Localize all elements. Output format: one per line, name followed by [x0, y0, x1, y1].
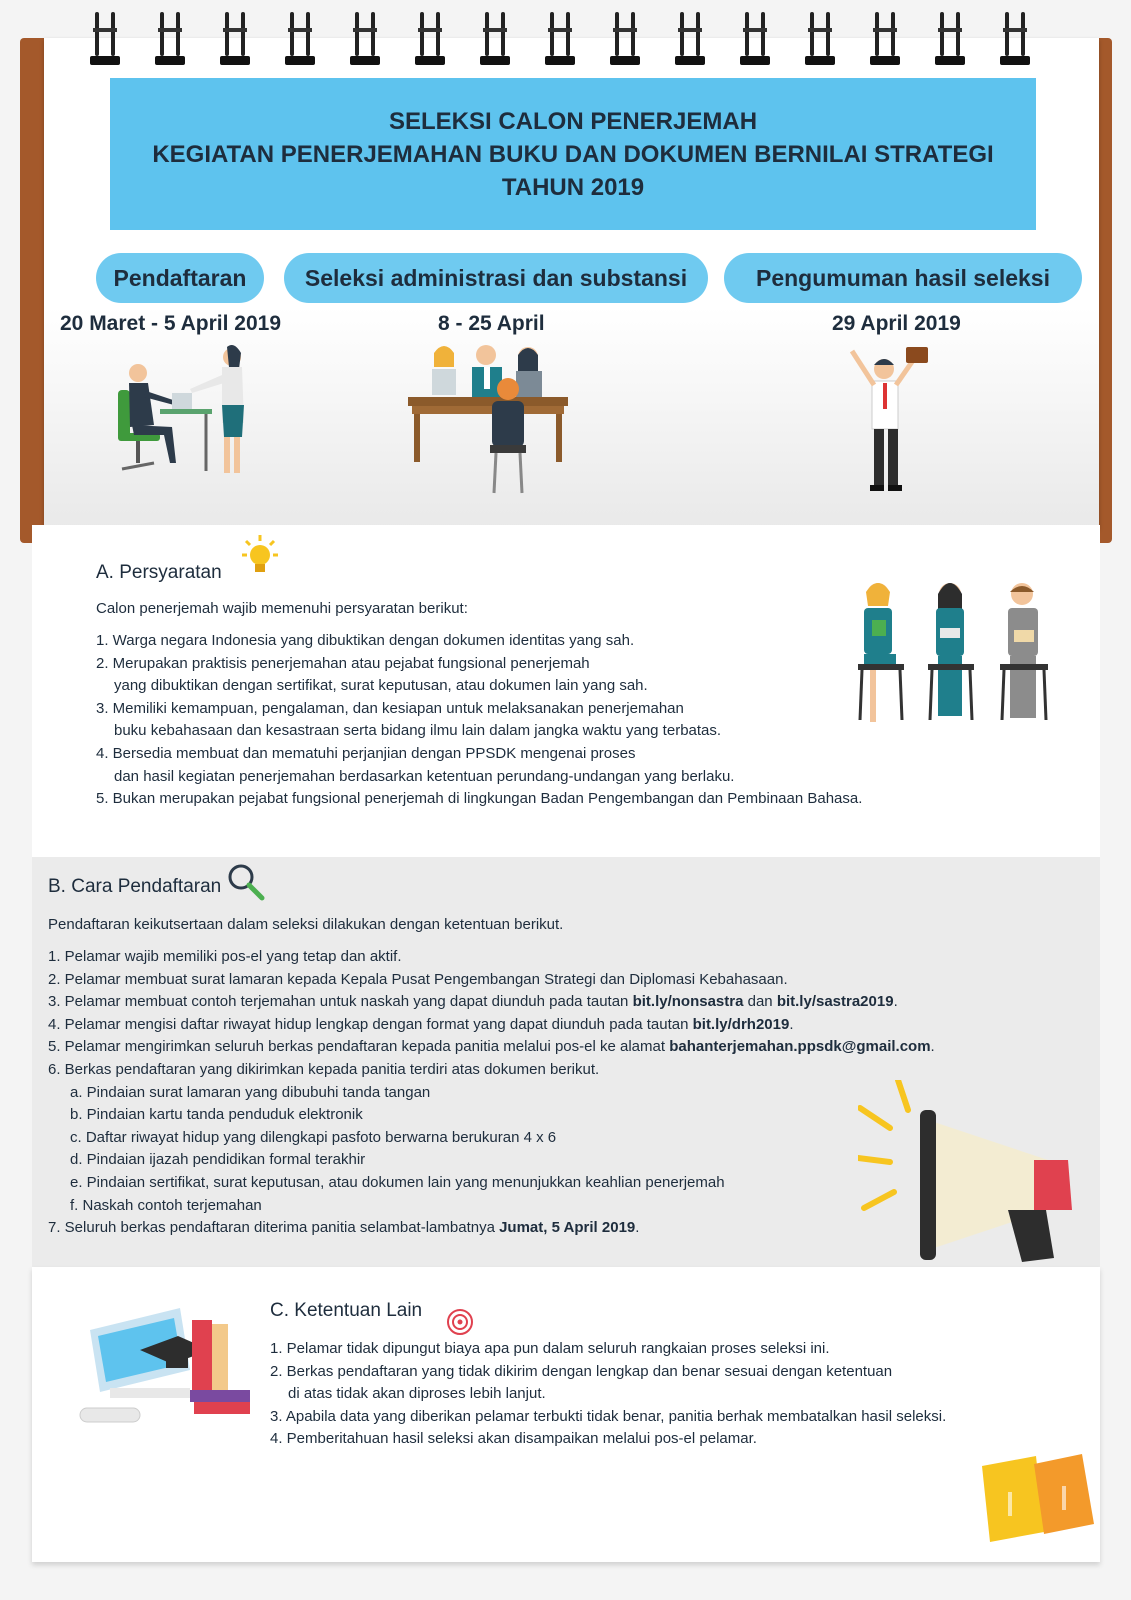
nonsastra-link: bit.ly/nonsastra: [632, 993, 744, 1011]
ring-icon: [740, 12, 770, 66]
section-a-title: A. Persyaratan: [96, 562, 222, 583]
list-item-text: .: [930, 1038, 935, 1056]
ring-icon: [415, 12, 445, 66]
ring-icon: [220, 12, 250, 66]
list-item: buku kebahasaan dan kesastraan serta bidang ilmu lain dalam jangka waktu yang terbatas.: [114, 722, 722, 740]
target-icon: [446, 1308, 474, 1336]
ring-icon: [805, 12, 835, 66]
sub-list-item: a. Pindaian surat lamaran yang dibubuhi tanda tangan: [70, 1083, 431, 1101]
ring-icon: [285, 12, 315, 66]
list-item-text: dan: [743, 993, 777, 1011]
title-line-3: TAHUN 2019: [501, 173, 645, 201]
sastra-link: bit.ly/sastra2019: [776, 993, 894, 1011]
announcement-illustration: [848, 345, 938, 500]
timeline-date-pendaftaran: 20 Maret - 5 April 2019: [60, 312, 281, 335]
list-item: 1. Pelamar wajib memiliki pos-el yang tetap dan aktif.: [48, 948, 402, 965]
list-item: 2. Pelamar membuat surat lamaran kepada Kepala Pusat Pengembangan Strategi dan Diplomasi Kebahasaan.: [48, 970, 788, 988]
list-item: 3. Memiliki kemampuan, pengalaman, dan kesiapan untuk melaksanakan penerjemahan: [96, 699, 684, 717]
list-item: yang dibuktikan dengan sertifikat, surat keputusan, atau dokumen lain yang sah.: [114, 677, 648, 695]
candidates-illustration: [842, 580, 1062, 740]
list-item: [48, 1036, 935, 1059]
folders-icon: [978, 1452, 1098, 1548]
timeline-date-seleksi: 8 - 25 April: [438, 312, 545, 335]
section-b-title: B. Cara Pendaftaran: [48, 876, 222, 897]
list-item-text: .: [789, 1015, 794, 1033]
registration-illustration: [110, 345, 260, 485]
lightbulb-icon: [238, 535, 282, 581]
megaphone-icon: [858, 1080, 1098, 1280]
ring-icon: [350, 12, 380, 66]
section-a-list: [96, 630, 862, 811]
deadline-date: Jumat, 5 April 2019: [499, 1219, 636, 1237]
list-item: 3. Apabila data yang diberikan pelamar terbukti tidak benar, panitia berhak membatalkan hasil seleksi.: [270, 1407, 947, 1425]
list-item-text: 3. Pelamar membuat contoh terjemahan untuk naskah yang dapat diunduh pada tautan: [48, 993, 633, 1011]
ring-icon: [935, 12, 965, 66]
list-item: 1. Warga negara Indonesia yang dibuktikan dengan dokumen identitas yang sah.: [96, 632, 635, 649]
list-item-text: 7. Seluruh berkas pendaftaran diterima panitia selambat-lambatnya: [48, 1219, 500, 1237]
list-item-text: 4. Pelamar mengisi daftar riwayat hidup lengkap dengan format yang dapat diunduh pada tautan: [48, 1015, 693, 1033]
list-item: di atas tidak akan diproses lebih lanjut.: [288, 1385, 546, 1403]
title-banner: [110, 78, 1036, 230]
email-address: bahanterjemahan.ppsdk@gmail.com: [669, 1038, 931, 1056]
section-c-list: [270, 1338, 946, 1451]
list-item: [48, 1014, 935, 1037]
section-a-intro: Calon penerjemah wajib memenuhi persyaratan berikut:: [96, 600, 468, 617]
list-item-text: .: [893, 993, 898, 1011]
panel-illustration: [408, 345, 578, 505]
list-item: [48, 1217, 935, 1240]
list-item: 5. Bukan merupakan pejabat fungsional penerjemah di lingkungan Badan Pengembangan dan Pembinaan Bahasa.: [96, 790, 863, 808]
sub-list-item: c. Daftar riwayat hidup yang dilengkapi pasfoto berwarna berukuran 4 x 6: [70, 1128, 557, 1146]
title-line-2: KEGIATAN PENERJEMAHAN BUKU DAN DOKUMEN BERNILAI STRATEGI: [152, 140, 994, 168]
list-item: 4. Pemberitahuan hasil seleksi akan disampaikan melalui pos-el pelamar.: [270, 1430, 757, 1448]
section-b-list: [48, 946, 935, 1240]
ring-icon: [480, 12, 510, 66]
sub-list-item: d. Pindaian ijazah pendidikan formal terakhir: [70, 1151, 366, 1169]
title-line-1: SELEKSI CALON PENERJEMAH: [388, 107, 758, 135]
list-item: dan hasil kegiatan penerjemahan berdasarkan ketentuan perundang-undangan yang berlaku.: [114, 767, 735, 785]
ring-icon: [545, 12, 575, 66]
sub-list-item: f. Naskah contoh terjemahan: [70, 1196, 262, 1214]
list-item-text: 5. Pelamar mengirimkan seluruh berkas pendaftaran kepada panitia melalui pos-el ke alamat: [48, 1038, 670, 1056]
list-item: 6. Berkas pendaftaran yang dikirimkan kepada panitia terdiri atas dokumen berikut.: [48, 1060, 600, 1078]
drh-link: bit.ly/drh2019: [692, 1015, 790, 1033]
sub-list-item: e. Pindaian sertifikat, surat keputusan, atau dokumen lain yang menunjukkan keahlian penerjemah: [70, 1173, 725, 1191]
list-item: [48, 991, 935, 1014]
education-illustration: [70, 1300, 260, 1440]
timeline-pill-pengumuman: Pengumuman hasil seleksi: [724, 253, 1082, 303]
sub-list-item: b. Pindaian kartu tanda penduduk elektronik: [70, 1106, 363, 1124]
list-item: 4. Bersedia membuat dan mematuhi perjanjian dengan PPSDK mengenai proses: [96, 744, 636, 762]
timeline-pill-seleksi: Seleksi administrasi dan substansi: [284, 253, 708, 303]
section-c-title: C. Ketentuan Lain: [270, 1300, 423, 1321]
list-item-text: .: [635, 1219, 640, 1237]
ring-icon: [675, 12, 705, 66]
list-item: 2. Merupakan praktisis penerjemahan atau pejabat fungsional penerjemah: [96, 654, 590, 672]
ring-icon: [610, 12, 640, 66]
ring-icon: [155, 12, 185, 66]
ring-icon: [870, 12, 900, 66]
ring-icon: [1000, 12, 1030, 66]
ring-icon: [90, 12, 120, 66]
timeline-date-pengumuman: 29 April 2019: [832, 312, 961, 335]
magnifier-icon: [226, 862, 266, 902]
timeline-pill-pendaftaran: Pendaftaran: [96, 253, 264, 303]
list-item: 2. Berkas pendaftaran yang tidak dikirim dengan lengkap dan benar sesuai dengan ketentuan: [270, 1362, 893, 1380]
binder-rings: [90, 12, 1060, 72]
list-item: 1. Pelamar tidak dipungut biaya apa pun dalam seluruh rangkaian proses seleksi ini.: [270, 1340, 830, 1357]
section-b-intro: Pendaftaran keikutsertaan dalam seleksi dilakukan dengan ketentuan berikut.: [48, 916, 564, 933]
